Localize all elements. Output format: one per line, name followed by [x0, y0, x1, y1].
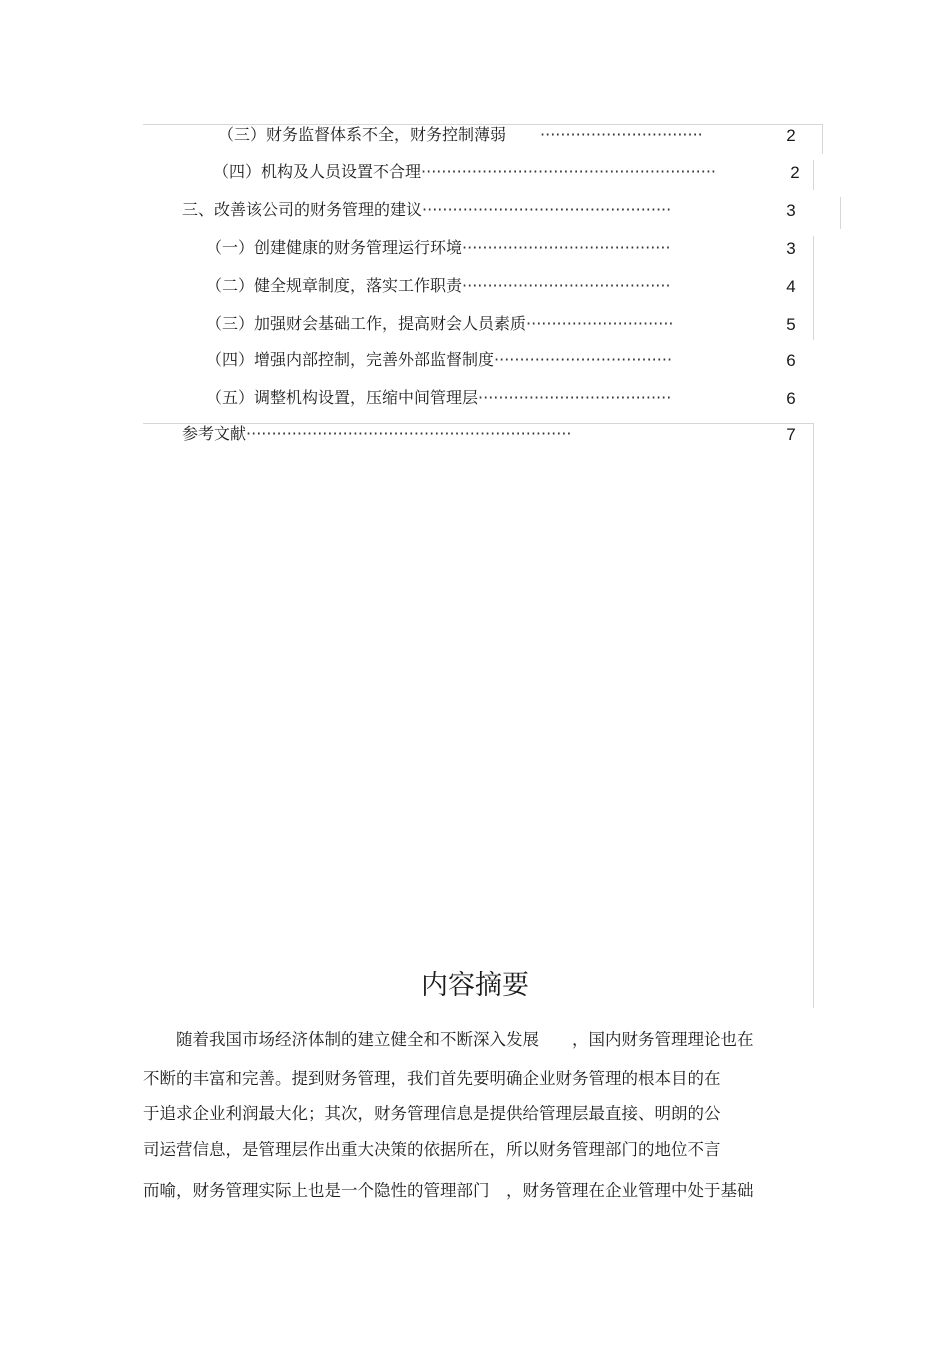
toc-page-number: 4 [786, 277, 796, 296]
table-rule [813, 423, 814, 1008]
toc-entry [206, 348, 738, 372]
toc-page-number: 3 [786, 239, 796, 258]
toc-entry-title: （二）健全规章制度，落实工作职责 [206, 276, 463, 295]
toc-page-number: 6 [786, 351, 796, 370]
toc-page-number: 2 [790, 163, 800, 182]
abstract-line: 于追求企业利润最大化；其次，财务管理信息是提供给管理层最直接、明朗的公 [143, 1104, 721, 1123]
toc-entry-title: （一）创建健康的财务管理运行环境 [206, 238, 463, 257]
toc-page-number: 2 [786, 126, 796, 145]
toc-page-number: 7 [786, 425, 796, 444]
toc-leader-dots: ······································ [478, 388, 672, 407]
toc-leader-dots: ················································· [422, 200, 672, 219]
toc-entry-title: 参考文献 [182, 424, 247, 443]
toc-leader-dots: ································································ [246, 424, 572, 443]
toc-entry [206, 274, 738, 298]
toc-page-number: 3 [786, 201, 796, 220]
toc-entry [206, 386, 738, 410]
table-rule [822, 124, 823, 154]
abstract-line: 司运营信息，是管理层作出重大决策的依据所在，所以财务管理部门的地位不言 [143, 1140, 721, 1159]
abstract-line: 不断的丰富和完善。提到财务管理，我们首先要明确企业财务管理的根本目的在 [143, 1069, 721, 1088]
toc-page-number: 6 [786, 389, 796, 408]
toc-leader-dots: ··································· [494, 350, 673, 369]
table-rule [813, 160, 814, 190]
toc-entry [206, 236, 738, 260]
toc-entry [206, 312, 738, 336]
abstract-title: 内容摘要 [421, 970, 529, 1001]
table-rule [813, 236, 814, 340]
toc-entry [218, 123, 763, 147]
toc-leader-dots: ································ [540, 125, 703, 144]
toc-entry-title: 三、改善该公司的财务管理的建议 [182, 200, 423, 219]
toc-leader-dots: ····························· [526, 314, 674, 333]
toc-entry [182, 422, 738, 446]
table-rule [840, 197, 841, 229]
toc-entry-title: （三）财务监督体系不全，财务控制薄弱 [218, 125, 507, 144]
toc-entry [213, 160, 748, 184]
abstract-line: 随着我国市场经济体制的建立健全和不断深入发展 ，国内财务管理理论也在 [176, 1030, 754, 1049]
toc-entry-title: （五）调整机构设置，压缩中间管理层 [206, 388, 479, 407]
toc-entry-title: （三）加强财会基础工作，提高财会人员素质 [206, 314, 527, 333]
toc-leader-dots: ·························································· [421, 162, 716, 181]
abstract-line: 而喻，财务管理实际上也是一个隐性的管理部门 ，财务管理在企业管理中处于基础 [143, 1181, 754, 1200]
toc-leader-dots: ········································· [462, 238, 671, 257]
toc-page-number: 5 [786, 315, 796, 334]
toc-entry [182, 198, 738, 222]
toc-entry-title: （四）机构及人员设置不合理 [213, 162, 422, 181]
toc-entry-title: （四）增强内部控制，完善外部监督制度 [206, 350, 495, 369]
toc-leader-dots: ········································· [462, 276, 671, 295]
